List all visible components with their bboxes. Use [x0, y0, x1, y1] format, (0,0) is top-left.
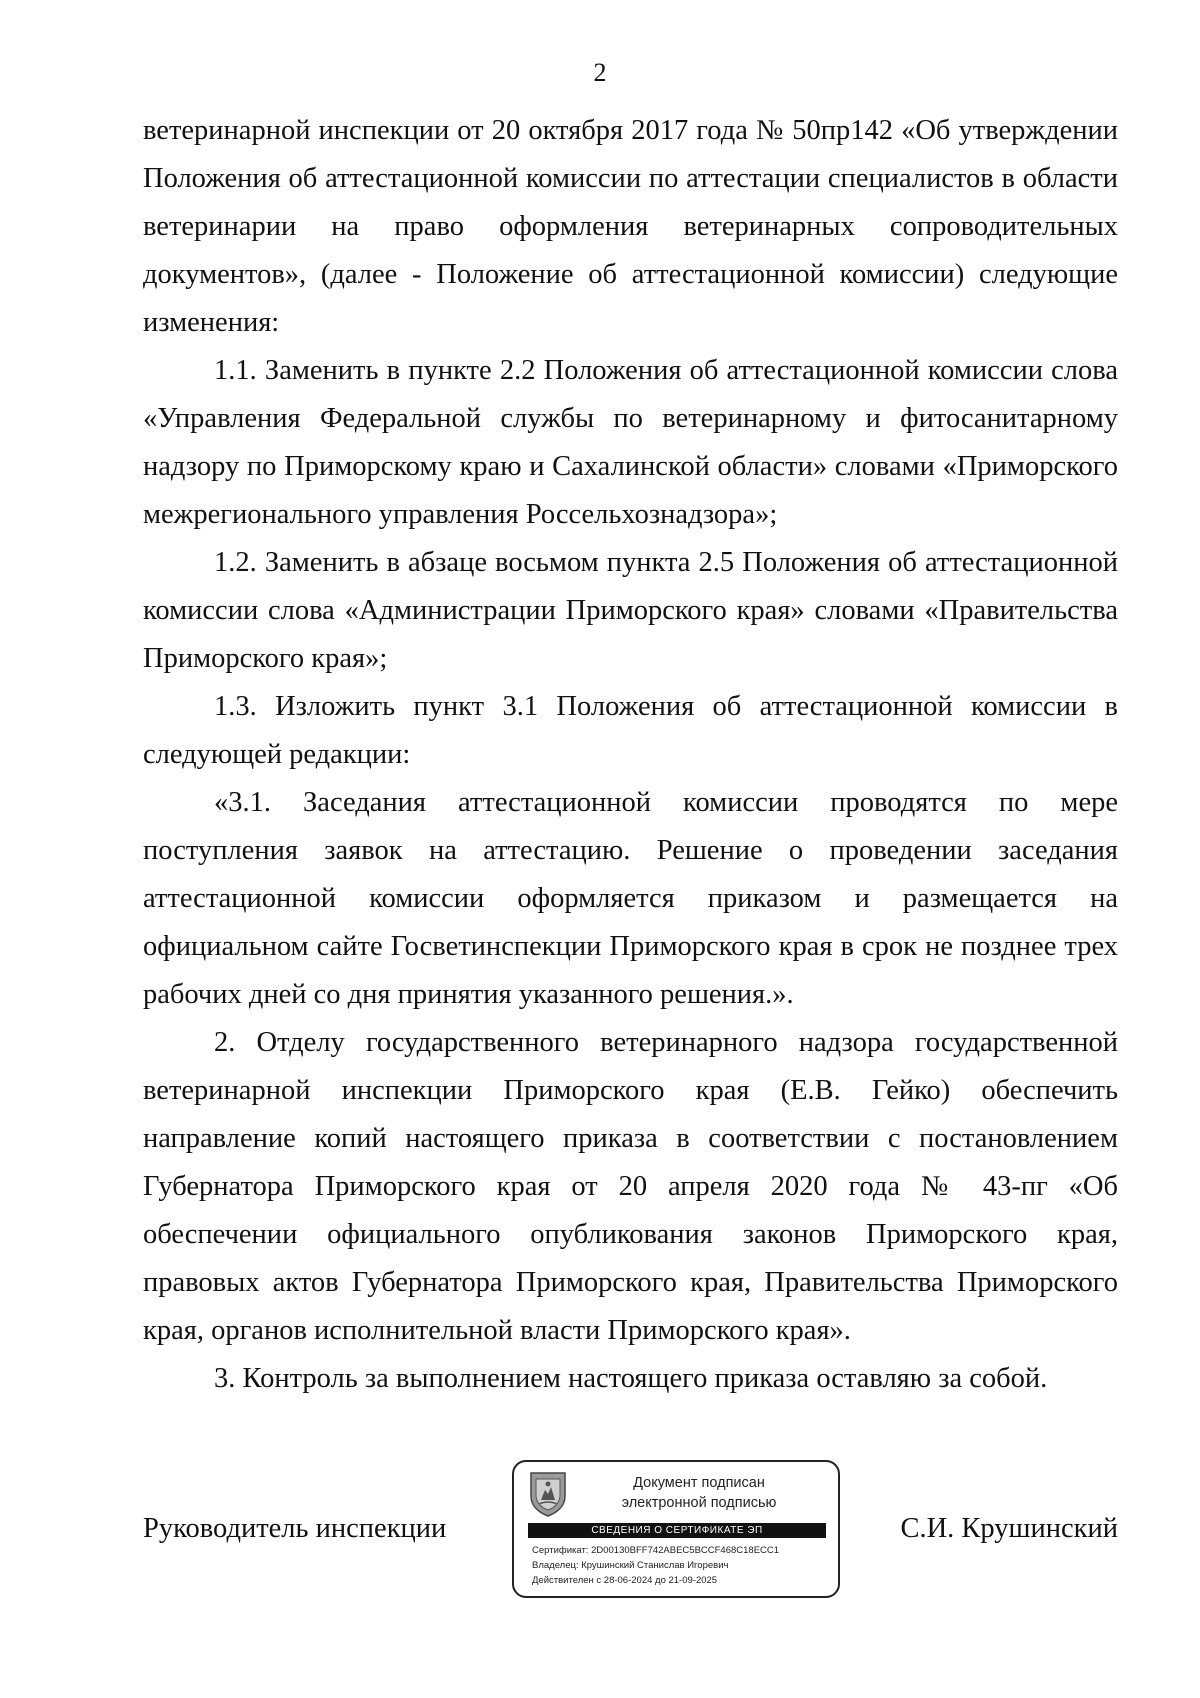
stamp-title	[574, 1473, 824, 1513]
certificate-validity: Действителен с 28-06-2024 до 21-09-2025	[532, 1575, 718, 1586]
electronic-signature-stamp	[512, 1460, 840, 1598]
stamp-title-line-1: Документ подписан	[633, 1475, 765, 1491]
certificate-owner: Владелец: Крушинский Станислав Игоревич	[532, 1560, 729, 1571]
page-number: 2	[593, 58, 607, 87]
document-body	[143, 107, 1118, 1403]
certificate-number: Сертификат: 2D00130BFF742ABEC5BCCF468C18ECC1	[532, 1545, 780, 1556]
paragraph-2: 2. Отделу государственного ветеринарного надзора государственной ветеринарной инспекции Приморского края (Е.В. Гейко) обеспечить направление копий настоящего приказа в соответствии с постановлением Губернатора Приморского края от 20 апреля 2020 года № 43-пг «Об обеспечении официального опубликования законов Приморского края, правовых актов Губернатора Приморского края, Правительства Приморского края, органов исполнительной власти Приморского края».	[143, 1027, 1118, 1346]
signer-title: Руководитель инспекции	[143, 1513, 447, 1544]
signer-name: С.И. Крушинский	[900, 1513, 1118, 1544]
paragraph-intro-continuation: ветеринарной инспекции от 20 октября 2017 года № 50пр142 «Об утверждении Положения об аттестационной комиссии по аттестации специалистов в области ветеринарии на право оформления ветеринарных сопроводительных документов», (далее - Положение об аттестационной комиссии) следующие изменения:	[143, 115, 1118, 338]
coat-of-arms-icon	[528, 1470, 568, 1518]
paragraph-1-3: 1.3. Изложить пункт 3.1 Положения об аттестационной комиссии в следующей редакции:	[143, 691, 1118, 770]
certificate-info-bar: СВЕДЕНИЯ О СЕРТИФИКАТЕ ЭП	[528, 1523, 826, 1538]
paragraph-3: 3. Контроль за выполнением настоящего приказа оставляю за собой.	[214, 1363, 1048, 1394]
paragraph-3-1-quote: «3.1. Заседания аттестационной комиссии проводятся по мере поступления заявок на аттестацию. Решение о проведении заседания аттестационной комиссии оформляется приказом и размещается на официальном сайте Госветинспекции Приморского края в срок не позднее трех рабочих дней со дня принятия указанного решения.».	[143, 787, 1118, 1010]
stamp-title-line-2: электронной подписью	[621, 1495, 777, 1511]
paragraph-1-2: 1.2. Заменить в абзаце восьмом пункта 2.5 Положения об аттестационной комиссии слова «Администрации Приморского края» словами «Правительства Приморского края»;	[143, 547, 1118, 674]
paragraph-1-1: 1.1. Заменить в пункте 2.2 Положения об аттестационной комиссии слова «Управления Федеральной службы по ветеринарному и фитосанитарному надзору по Приморскому краю и Сахалинской области» словами «Приморского межрегионального управления Россельхознадзора»;	[143, 355, 1118, 530]
